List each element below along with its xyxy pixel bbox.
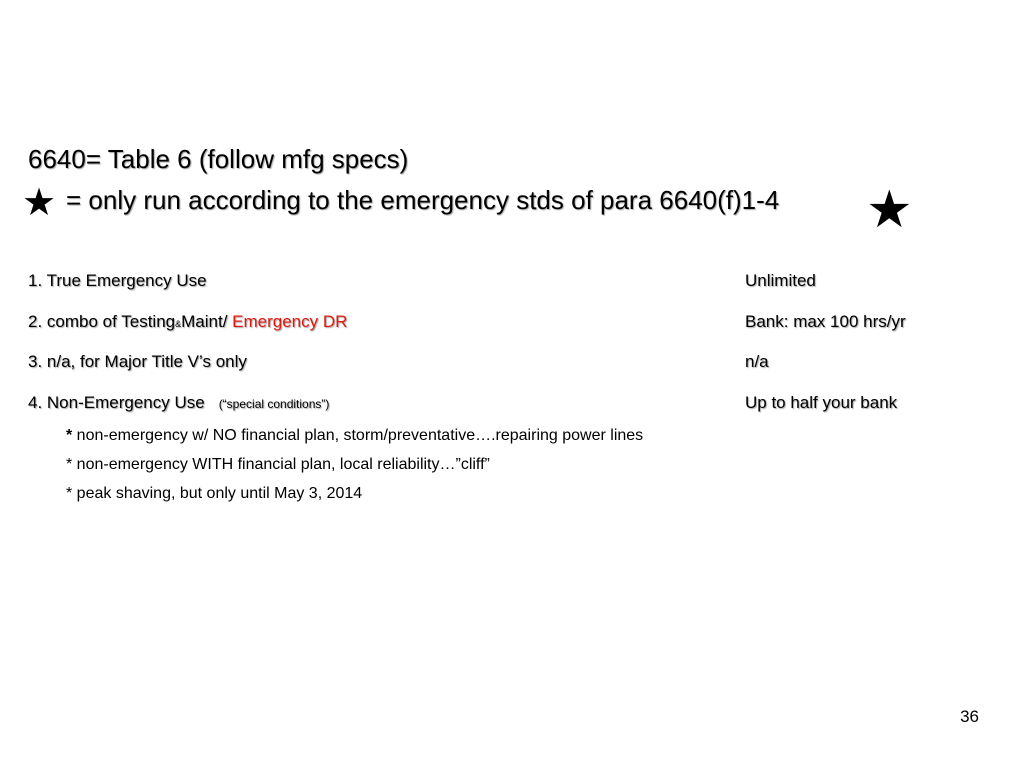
slide-title-line1: 6640= Table 6 (follow mfg specs) bbox=[28, 144, 409, 174]
sub-item-text: non-emergency w/ NO financial plan, storm/preventative….repairing power lines bbox=[72, 427, 644, 444]
list-item-value-bank: Bank: max 100 hrs/yr bbox=[745, 312, 906, 331]
list-item-true-emergency: 1. True Emergency Use bbox=[28, 271, 207, 290]
bullet-asterisk: * bbox=[66, 427, 73, 444]
list-item-label: 4. Non-Emergency Use bbox=[28, 393, 205, 412]
list-item-combo-testing bbox=[28, 311, 347, 335]
star-icon-left: ★ bbox=[22, 182, 57, 224]
list-item-major-title-v: 3. n/a, for Major Title V’s only bbox=[28, 352, 247, 371]
list-item-value-na: n/a bbox=[745, 352, 769, 371]
list-item-value-unlimited: Unlimited bbox=[745, 271, 816, 290]
sub-item-peak-shaving: * peak shaving, but only until May 3, 2014 bbox=[66, 485, 363, 502]
ampersand-text: & bbox=[175, 319, 182, 329]
star-icon-right: ★ bbox=[866, 181, 913, 239]
emergency-dr-highlight: Emergency DR bbox=[232, 312, 348, 331]
sub-item-with-financial-plan: * non-emergency WITH financial plan, local reliability…”cliff” bbox=[66, 456, 490, 473]
list-item-value-half-bank: Up to half your bank bbox=[745, 393, 898, 412]
page-number: 36 bbox=[960, 707, 979, 726]
sub-item-no-financial-plan bbox=[66, 426, 643, 446]
list-item-label: 2. combo of Testing bbox=[28, 312, 176, 331]
list-item-non-emergency bbox=[28, 392, 329, 415]
special-conditions-note: (“special conditions”) bbox=[218, 397, 330, 411]
list-item-label-cont: Maint/ bbox=[181, 312, 233, 331]
slide-title-line2: = only run according to the emergency stds of para 6640(f)1-4 bbox=[66, 185, 780, 215]
